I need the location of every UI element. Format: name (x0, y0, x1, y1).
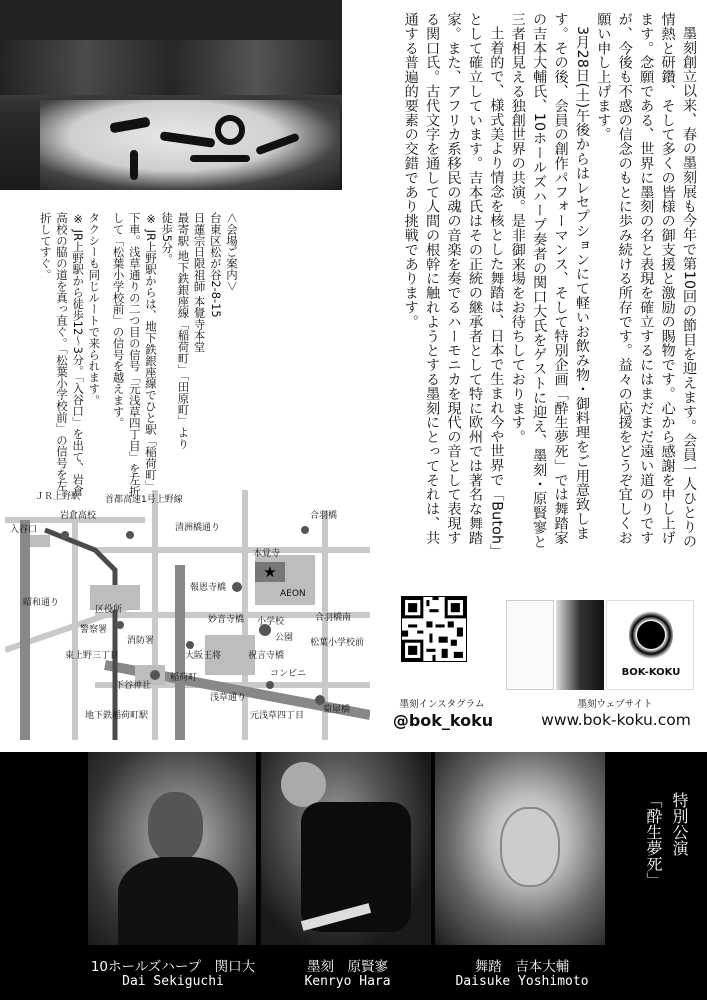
website-caption: 墨刻ウェブサイト (577, 699, 653, 710)
access-walk: 徒歩5分。 (160, 212, 175, 265)
map-label-koen: 公園 (275, 633, 294, 643)
performer-photo-yoshimoto (435, 752, 605, 945)
brochure-title: BOK-KOKU (621, 667, 681, 678)
performer-name-jp: 10ホールズハープ 関口大 (90, 959, 256, 975)
special-performance-label (632, 792, 692, 952)
map-label-iriyaguchi: 入谷口 (10, 525, 38, 535)
website-url-link[interactable]: www.bok-koku.com (541, 711, 691, 729)
map-label-motoasakusa: 元浅草四丁目 (250, 711, 305, 721)
map-label-myoonji: 妙音寺橋 (208, 615, 245, 625)
temple-star-icon: ★ (263, 563, 277, 581)
performer-name-en: Kenryo Hara (304, 974, 391, 989)
map-label-shitaya: 下谷神社 (115, 681, 152, 691)
access-note-1b: タクシーも同じルートで来られます。 (87, 212, 102, 406)
access-map (5, 490, 370, 740)
map-label-chikatetsu: 地下鉄稲荷町駅 (85, 711, 149, 721)
map-label-osaka: 大阪王将 (185, 651, 222, 661)
intro-text (347, 12, 699, 559)
qr-code-icon (401, 596, 467, 662)
special-label: 特別公演 (670, 792, 689, 856)
map-label-kappabashi-minami: 合羽橋南 (315, 613, 352, 623)
map-label-kiyosubashi: 清洲橋通り (175, 523, 221, 533)
performer-name-jp: 舞踏 吉本大輔 (474, 959, 570, 975)
map-label-asakusa: 浅草通り (210, 693, 247, 703)
access-address: 台東区松が谷2-8-15 (208, 212, 223, 318)
map-label-matsuba: 松葉小学校前 (310, 638, 365, 648)
map-label-shobosho: 消防署 (127, 636, 155, 646)
performer-name-en: Daisuke Yoshimoto (455, 974, 589, 989)
access-note-2: ※ JR上野駅から徒歩12〜3分。「入谷口」を出て、岩倉高校の脇の道を真っ直ぐ。「松葉小学校前」の信号を左折してすぐ。 (38, 212, 86, 497)
map-label-iwakura: 岩倉高校 (60, 511, 97, 521)
performer-photo-sekiguchi (88, 752, 256, 945)
brochure-thumbnails (506, 600, 696, 690)
intro-paragraph: 墨刻創立以来、春の墨刻展も今年で第10回の節目を迎えます。会員一人ひとりの情熱と研鑽、そして多くの皆様の御支援と激励の賜物です。心から感謝を申し上げます。念願である、世界に墨刻の名と表現を確立するにはまだまだ遠い道のりですが、今後も不惑の信念のもとに歩み続ける所存です。益々の応援をどうぞ宜しくお願い申し上げます。 (595, 12, 697, 549)
instagram-caption: 墨刻インスタグラム (399, 699, 485, 710)
map-label-higashiueno: 東上野三丁目 (65, 651, 120, 661)
hall-photo (0, 0, 342, 190)
intro-paragraph: 3月28日(土)午後からはレセプションにて軽いお飲み物・御料理をご用意致します。その後、会員の創作パフォーマンス、そして特別企画「酔生夢死」では舞踏家の吉本大輔氏、10ホールズハープ奏者の関口大氏をゲストに迎え、墨刻・原賢寥と三者相見える独創世界の共演。是非御来場をお待ちしております。 (509, 12, 590, 549)
instagram-handle[interactable]: @bok_koku (392, 711, 494, 730)
map-label-shukuzenji: 祝言寺橋 (248, 651, 285, 661)
special-title: 「酔生夢死」 (644, 792, 663, 888)
instagram-qr-code[interactable] (401, 596, 471, 688)
performer-photo-hara (261, 752, 431, 945)
map-label-kappabashi: 合羽橋 (310, 511, 338, 521)
map-label-hoonji: 報恩寺橋 (190, 583, 227, 593)
map-label-kikuyabashi: 菊屋橋 (323, 705, 351, 715)
performer-name-en: Dai Sekiguchi (122, 974, 224, 989)
performer-name-jp: 墨刻 原賢寥 (307, 959, 388, 975)
access-heading: ＜会場ご案内＞ (225, 212, 239, 292)
map-label-inaricho: 稲荷町 (170, 673, 198, 683)
access-station: 最寄駅 地下鉄銀座線「稲荷町」「田原町」より (176, 212, 191, 450)
map-label-shuto: 首都高速1号上野線 (105, 495, 183, 505)
map-label-showa: 昭和通り (23, 598, 60, 608)
access-venue: 日蓮宗日限祖師 本覺寺本堂 (192, 212, 207, 353)
access-note-1: ※ JR上野駅からは、地下鉄銀座線でひと駅「稲荷町」下車。浅草通りの二つ目の信号「元浅草四丁目」を左折して「松葉小学校前」の信号を越えます。 (111, 212, 158, 497)
access-info (10, 212, 240, 502)
intro-paragraph: 土着的で、様式美より情念を核とした舞踏は、日本で生まれ今や世界で「Butoh」として確立しています。吉本氏はその正統の継承者として特に欧州では著名な舞踏家。また、アフリカ系移民の魂の音楽を奏でるハーモニカを現代の音として表現する関口氏。古代文字を通して人間の根幹に触れようとする墨刻にとってそれは、共通する普遍的要素の交錯であり挑戦であります。 (402, 12, 505, 559)
map-label-keisatsu: 警察署 (80, 625, 108, 635)
performers-section (0, 752, 707, 1000)
map-label-convenience: コンビニ (270, 669, 307, 679)
map-label-shogakko: 小学校 (257, 617, 285, 627)
map-label-jr-ueno: ＪＲ上野駅 (35, 492, 81, 502)
map-label-aeon: AEON (280, 589, 306, 599)
map-label-hongakuji: 本覚寺 (253, 549, 281, 559)
map-label-kuyakusho: 区役所 (95, 605, 123, 615)
map-svg (5, 490, 370, 740)
